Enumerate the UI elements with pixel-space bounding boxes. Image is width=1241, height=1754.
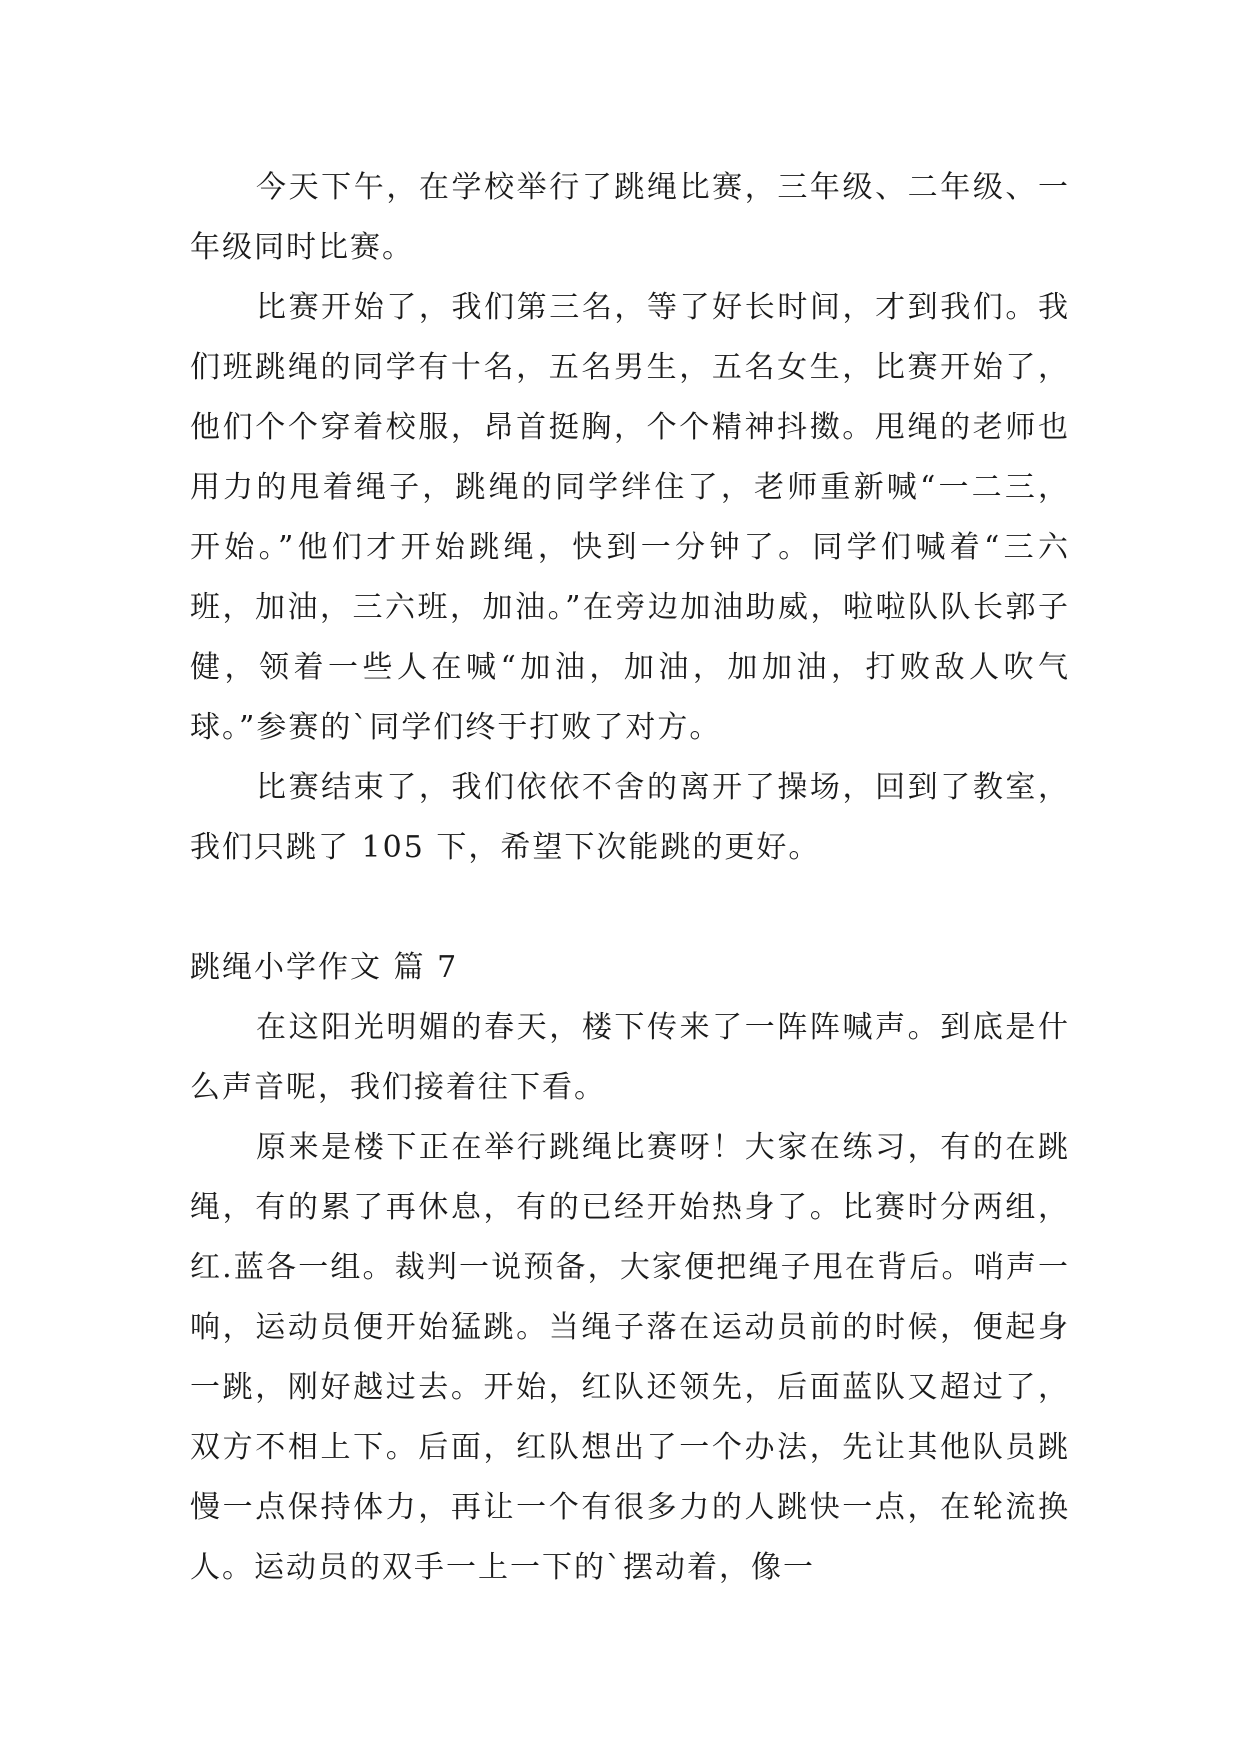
document-body bbox=[190, 158, 1070, 1598]
section-gap bbox=[190, 878, 1070, 938]
paragraph-2: 比赛开始了，我们第三名，等了好长时间，才到我们。我们班跳绳的同学有十名，五名男生，五名女生，比赛开始了，他们个个穿着校服，昂首挺胸，个个精神抖擞。甩绳的老师也用力的甩着绳子，跳绳的同学绊住了，老师重新喊“一二三，开始。”他们才开始跳绳，快到一分钟了。同学们喊着“三六班，加油，三六班，加油。”在旁边加油助威，啦啦队队长郭子健，领着一些人在喊“加油，加油，加加油，打败敌人吹气球。”参赛的`同学们终于打败了对方。 bbox=[190, 290, 1070, 745]
paragraph-1: 今天下午，在学校举行了跳绳比赛，三年级、二年级、一年级同时比赛。 bbox=[190, 170, 1070, 265]
paragraph-4: 在这阳光明媚的春天，楼下传来了一阵阵喊声。到底是什么声音呢，我们接着往下看。 bbox=[190, 1010, 1070, 1105]
paragraph-3: 比赛结束了，我们依依不舍的离开了操场，回到了教室，我们只跳了 105 下，希望下次能跳的更好。 bbox=[190, 770, 1070, 865]
section-title: 跳绳小学作文 篇 7 bbox=[190, 950, 459, 985]
paragraph-5: 原来是楼下正在举行跳绳比赛呀！大家在练习，有的在跳绳，有的累了再休息，有的已经开始热身了。比赛时分两组，红.蓝各一组。裁判一说预备，大家便把绳子甩在背后。哨声一响，运动员便开始猛跳。当绳子落在运动员前的时候，便起身一跳，刚好越过去。开始，红队还领先，后面蓝队又超过了，双方不相上下。后面，红队想出了一个办法，先让其他队员跳慢一点保持体力，再让一个有很多力的人跳快一点，在轮流换人。运动员的双手一上一下的`摆动着，像一 bbox=[190, 1130, 1070, 1585]
